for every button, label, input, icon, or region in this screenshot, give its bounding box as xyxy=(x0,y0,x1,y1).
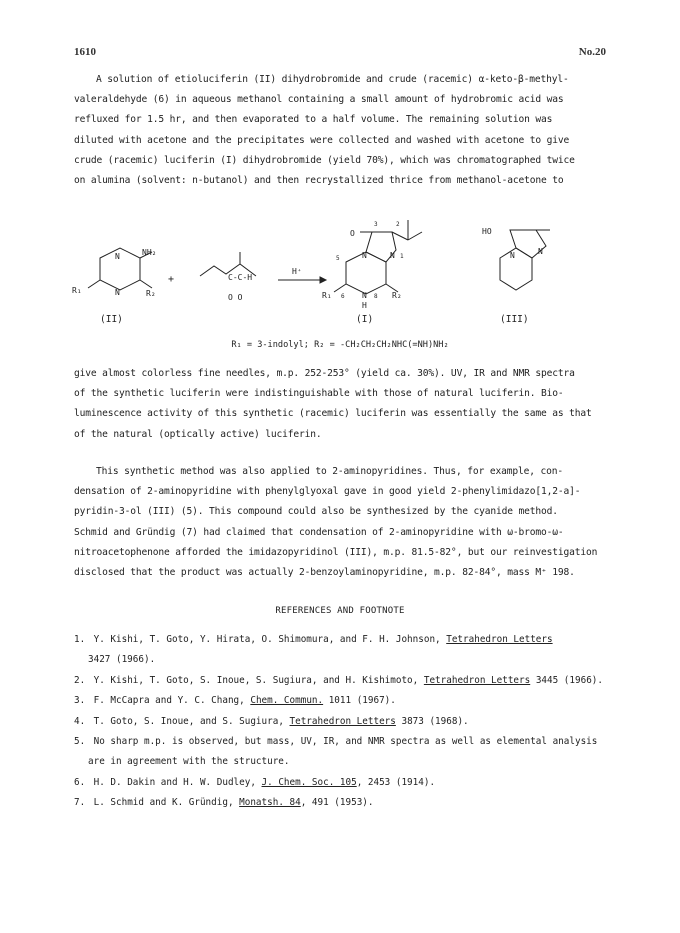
bond xyxy=(408,232,422,240)
atom-number: 1 xyxy=(400,253,404,260)
reference-item: 7. L. Schmid and K. Gründig, Monatsh. 84, 491 (1953). xyxy=(74,797,374,809)
scheme-drawing xyxy=(60,218,620,360)
acid-catalyst: H⁺ xyxy=(292,267,302,276)
atom-r2: R₂ xyxy=(146,289,156,298)
atom-n: N xyxy=(390,251,395,260)
atom-r2: R₂ xyxy=(392,291,402,300)
reference-item: 2. Y. Kishi, T. Goto, S. Inoue, S. Sugiura, and H. Kishimoto, Tetrahedron Letters 3445 (1966). xyxy=(74,674,603,686)
atom-ho: HO xyxy=(482,227,492,236)
second-paragraph xyxy=(74,462,614,583)
text-line: nitroacetophenone afforded the imidazopyridinol (III), m.p. 81.5-82°, but our reinvestigation xyxy=(74,546,598,558)
atom-n: N xyxy=(362,251,367,260)
plus-sign: + xyxy=(168,274,175,285)
text-line: refluxed for 1.5 hr, and then evaporated to a half volume. The remaining solution was xyxy=(74,114,553,126)
text-line: of the synthetic luciferin were indistinguishable with those of natural luciferin. Bio- xyxy=(74,388,564,400)
atom-h: H xyxy=(362,301,367,310)
pyridine-ring-iii xyxy=(500,248,532,290)
compound-iii-label: (III) xyxy=(500,314,529,325)
references-title: REFERENCES AND FOOTNOTE xyxy=(275,606,405,616)
text-line: This synthetic method was also applied to 2-aminopyridines. Thus, for example, con- xyxy=(96,466,563,477)
scheme-caption: R₁ = 3-indolyl; R₂ = -CH₂CH₂CH₂NHC(=NH)NH₂ xyxy=(231,340,449,350)
text-line: give almost colorless fine needles, m.p. 252-253° (yield ca. 30%). UV, IR and NMR spectra xyxy=(74,368,575,379)
atom-r1: R₁ xyxy=(322,291,332,300)
pyrazine-ring-ii xyxy=(100,248,140,290)
text-line: disclosed that the product was actually 2-benzoylaminopyridine, m.p. 82-84°, mass M⁺ 198. xyxy=(74,567,575,579)
text-line: densation of 2-aminopyridine with phenylglyoxal gave in good yield 2-phenylimidazo[1,2-a]- xyxy=(74,486,581,498)
atom-n: N xyxy=(115,288,120,297)
atom-number: 8 xyxy=(374,293,378,300)
atom-n: N xyxy=(510,251,515,260)
page-number: 1610 xyxy=(74,46,96,58)
reference-item: 6. H. D. Dakin and H. W. Dudley, J. Chem. Soc. 105, 2453 (1914). xyxy=(74,776,436,788)
atom-r1: R₁ xyxy=(72,286,82,295)
text-line: valeraldehyde (6) in aqueous methanol containing a small amount of hydrobromic acid was xyxy=(74,94,564,106)
atom-number: 2 xyxy=(396,221,400,228)
issue-number: No.20 xyxy=(578,46,606,58)
body-paragraph xyxy=(74,364,614,445)
atom-number: 5 xyxy=(336,255,340,262)
compound-ii-label: (II) xyxy=(100,314,123,325)
atom-dioxo: O O xyxy=(228,293,243,302)
bond xyxy=(392,232,408,240)
atom-ketoaldehyde: C-C-H xyxy=(228,273,253,282)
reference-item: 5. No sharp m.p. is observed, but mass, UV, IR, and NMR spectra as well as elemental analysis xyxy=(74,736,598,748)
text-line: luminescence activity of this synthetic (racemic) luciferin was essentially the same as that xyxy=(74,408,592,420)
text-line: of the natural (optically active) luciferin. xyxy=(74,428,322,440)
compound-i-label: (I) xyxy=(356,314,374,325)
text-line: Schmid and Gründig (7) had claimed that condensation of 2-aminopyridine with ω-bromo-ω- xyxy=(74,526,564,538)
reaction-scheme xyxy=(60,218,620,360)
intro-paragraph xyxy=(74,70,614,191)
reference-item: 3. F. McCapra and Y. C. Chang, Chem. Commun. 1011 (1967). xyxy=(74,695,396,707)
reference-item: 1. Y. Kishi, T. Goto, Y. Hirata, O. Shimomura, and F. H. Johnson, Tetrahedron Letters xyxy=(74,634,553,645)
atom-number: 6 xyxy=(341,293,345,300)
text-line: on alumina (solvent: n-butanol) and then recrystallized thrice from methanol-acetone to xyxy=(74,175,564,187)
text-line: A solution of etioluciferin (II) dihydrobromide and crude (racemic) α-keto-β-methyl- xyxy=(96,74,569,85)
atom-number: 3 xyxy=(374,221,378,228)
atom-n: N xyxy=(362,291,367,300)
reference-continuation: 3427 (1966). xyxy=(88,654,156,666)
reference-item: 4. T. Goto, S. Inoue, and S. Sugiura, Tetrahedron Letters 3873 (1968). xyxy=(74,715,469,727)
text-line: diluted with acetone and the precipitates were collected and washed with acetone to give xyxy=(74,134,570,146)
bond xyxy=(140,280,152,288)
reference-continuation: are in agreement with the structure. xyxy=(88,756,290,768)
references-list xyxy=(74,630,634,814)
reaction-arrow-head xyxy=(320,277,326,283)
bond xyxy=(334,284,346,292)
atom-o: O xyxy=(350,229,355,238)
atom-nh2: NH₂ xyxy=(142,248,157,257)
bond xyxy=(88,280,100,288)
text-line: crude (racemic) luciferin (I) dihydrobromide (yield 70%), which was chromatographed twice xyxy=(74,154,575,166)
text-line: pyridin-3-ol (III) (5). This compound could also be synthesized by the cyanide method. xyxy=(74,506,558,518)
atom-n: N xyxy=(538,247,543,256)
atom-n: N xyxy=(115,252,120,261)
